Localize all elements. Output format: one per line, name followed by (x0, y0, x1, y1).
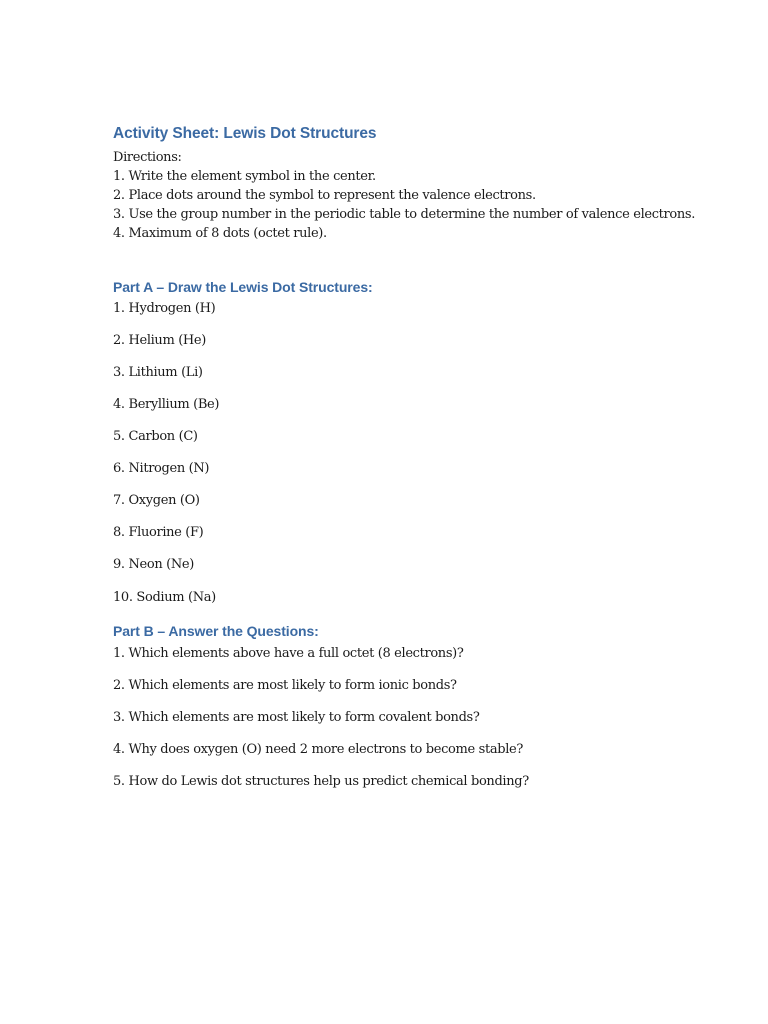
part-a-item-9: 9. Neon (Ne) (113, 557, 194, 572)
part-b-question-5: 5. How do Lewis dot structures help us predict chemical bonding? (113, 774, 529, 789)
directions-label: Directions: (113, 150, 182, 165)
part-b-question-1: 1. Which elements above have a full octet (8 electrons)? (113, 646, 464, 661)
part-a-item-6: 6. Nitrogen (N) (113, 461, 210, 476)
part-a-item-8: 8. Fluorine (F) (113, 525, 204, 540)
part-a-item-3: 3. Lithium (Li) (113, 365, 203, 380)
part-a-item-1: 1. Hydrogen (H) (113, 301, 216, 316)
direction-step-2: 2. Place dots around the symbol to represent the valence electrons. (113, 188, 536, 203)
part-b-question-2: 2. Which elements are most likely to form ionic bonds? (113, 678, 457, 693)
part-a-item-2: 2. Helium (He) (113, 333, 206, 348)
part-a-item-10: 10. Sodium (Na) (113, 590, 216, 605)
part-a-item-4: 4. Beryllium (Be) (113, 397, 220, 412)
part-b-heading: Part B – Answer the Questions: (113, 623, 319, 639)
direction-step-3: 3. Use the group number in the periodic table to determine the number of valence electrons. (113, 207, 695, 222)
part-a-item-5: 5. Carbon (C) (113, 429, 198, 444)
part-b-question-3: 3. Which elements are most likely to form covalent bonds? (113, 710, 480, 725)
direction-step-4: 4. Maximum of 8 dots (octet rule). (113, 226, 327, 241)
direction-step-1: 1. Write the element symbol in the center. (113, 169, 376, 184)
part-a-heading: Part A – Draw the Lewis Dot Structures: (113, 279, 373, 295)
document-title: Activity Sheet: Lewis Dot Structures (113, 125, 377, 142)
part-a-item-7: 7. Oxygen (O) (113, 493, 200, 508)
part-b-question-4: 4. Why does oxygen (O) need 2 more electrons to become stable? (113, 742, 523, 757)
